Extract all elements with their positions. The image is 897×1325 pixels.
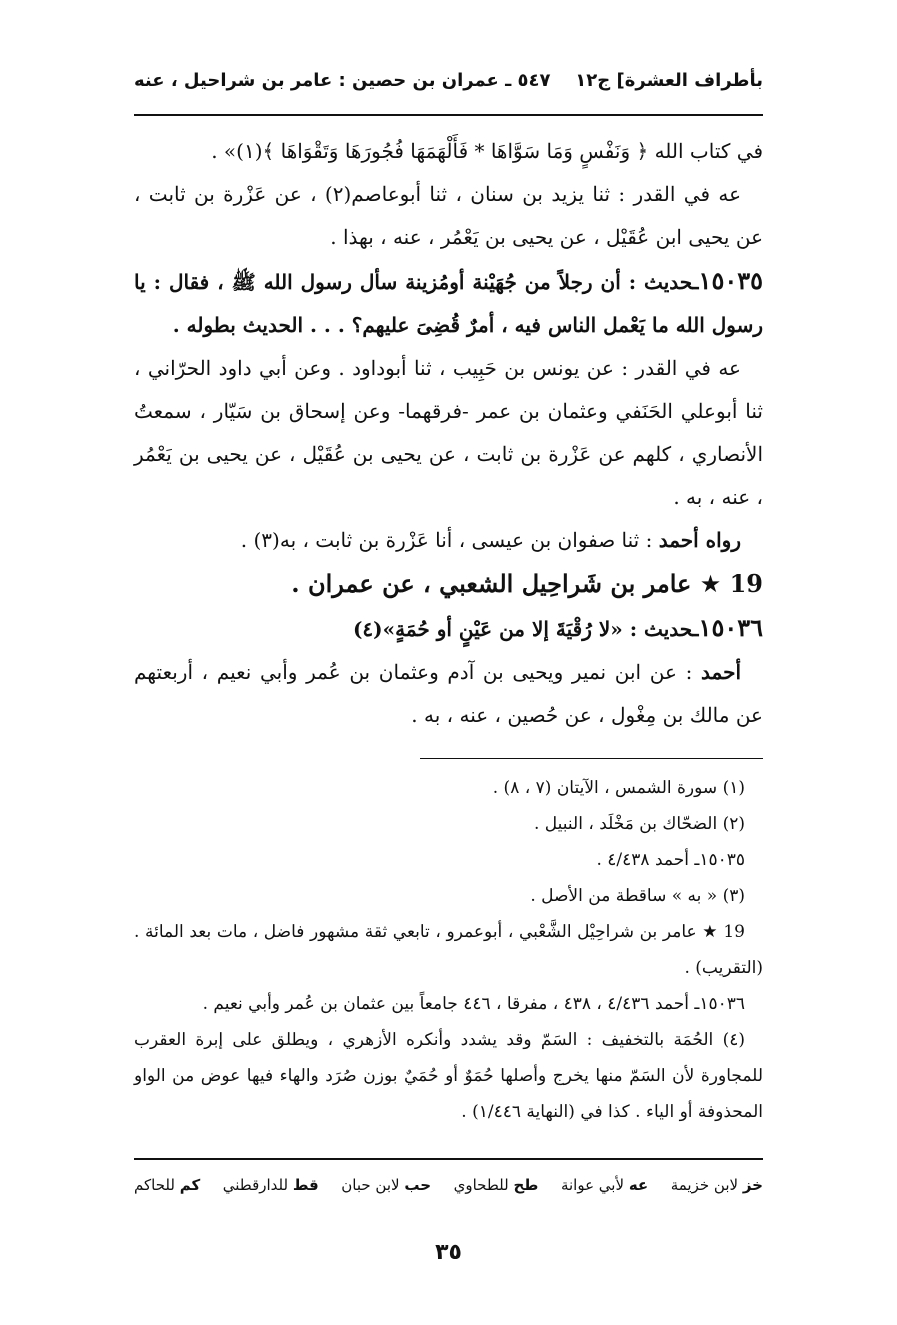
- paragraph-isnad-1: عه في القدر : ثنا يزيد بن سنان ، ثنا أبوعاصم(٢) ، عن عَزْرة بن ثابت ، عن يحيى ابن عُقَيْل ، عن يحيى بن يَعْمُر ، عنه ، بهذا .: [134, 182, 763, 249]
- abbreviation-code: كم: [179, 1176, 201, 1194]
- abbreviation-item: [223, 1176, 319, 1194]
- abbreviation-name: لابن حبان: [341, 1176, 400, 1194]
- header-volume: بأطراف العشرة] ج١٢: [575, 70, 763, 91]
- hadith-15035: [134, 259, 763, 347]
- abbreviation-code: خز: [742, 1176, 763, 1194]
- abbreviation-code: حب: [404, 1176, 432, 1194]
- footnotes: [134, 770, 763, 1130]
- abbreviations-key: [134, 1176, 763, 1194]
- narrator-label: رواه أحمد: [658, 528, 741, 552]
- hadith-number: ١٥٠٣٦: [698, 613, 763, 642]
- narrator-text: : عن ابن نمير ويحيى بن آدم وعثمان بن عُمر وأبي نعيم ، أربعتهم عن مالك بن مِغْول ، عن حُصين ، عنه ، به .: [134, 660, 763, 727]
- hadith-number: ١٥٠٣٥: [698, 266, 763, 295]
- abbreviation-name: للدارقطني: [222, 1176, 289, 1194]
- page-number: ٣٥: [435, 1240, 462, 1265]
- narrator-text: : ثنا صفوان بن عيسى ، أنا عَزْرة بن ثابت ، به(٣) .: [240, 528, 653, 552]
- paragraph-isnad-2: عه في القدر : عن يونس بن حَبِيب ، ثنا أبوداود . وعن أبي داود الحرّاني ، ثنا أبوعلي الحَنَفي وعثمان بن عمر -فرقهما- وعن إسحاق بن سَيّار ، سمعتُ الأنصاري ، كلهم عن عَزْرة بن ثابت ، عن يحيى بن عُقَيْل ، عن يحيى بن يَعْمُر ، عنه ، به .: [134, 356, 763, 509]
- footnote: (١) سورة الشمس ، الآيتان (٧ ، ٨) .: [492, 778, 745, 798]
- hadith-text: ـحديث : «لا رُقْيَةَ إلا من عَيْنٍ أو حُمَةٍ»(٤): [352, 617, 699, 641]
- footnote: (٤) الحُمَة بالتخفيف : السَمّ وقد يشدد وأنكره الأزهري ، ويطلق على إبرة العقرب للمجاورة لأن السَمّ منها يخرج وأصلها حُمَوٌ أو حُمَيٌ بوزن صُرَد والهاء فيها عوض من الواو المحذوفة أو الياء . كذا في (النهاية ١/٤٤٦) .: [134, 1030, 763, 1122]
- header-section-title: ٥٤٧ ـ عمران بن حصين : عامر بن شراحيل ، عنه: [134, 70, 551, 91]
- footnote: (٢) الضحّاك بن مَخْلَد ، النبيل .: [533, 814, 745, 834]
- abbreviation-code: قط: [292, 1176, 319, 1194]
- abbreviation-name: للحاكم: [134, 1176, 175, 1194]
- narrator-label: أحمد: [701, 660, 741, 684]
- hadith-15036: [134, 606, 763, 651]
- footnote: ١٥٠٣٥ـ أحمد ٤/٤٣٨ .: [596, 850, 745, 870]
- footnote: 19 ★ عامر بن شراحِيْل الشَّعْبي ، أبوعمرو ، تابعي ثقة مشهور فاضل ، مات بعد المائة . (التقريب) .: [134, 922, 763, 978]
- section-title: عامر بن شَراحِيل الشعبي ، عن عمران .: [291, 569, 692, 598]
- footnote-rule: [420, 758, 763, 759]
- abbreviation-item: [454, 1176, 539, 1194]
- section-number: 19: [729, 569, 763, 598]
- abbreviation-item: [561, 1176, 648, 1194]
- quran-citation-line: في كتاب الله ﴿ وَنَفْسٍ وَمَا سَوَّاهَا * فَأَلْهَمَهَا فُجُورَهَا وَتَقْوَاهَا ﴾(١)» .: [211, 139, 763, 163]
- paragraph-ahmad-1: [134, 519, 763, 562]
- star-icon: ★: [699, 570, 722, 598]
- abbreviation-name: لابن خزيمة: [670, 1176, 739, 1194]
- abbreviation-item: [341, 1176, 431, 1194]
- abbreviation-item: [134, 1176, 200, 1194]
- running-header: [134, 62, 763, 102]
- header-rule: [134, 114, 763, 116]
- section-heading: [134, 562, 763, 606]
- footnote: (٣) « به » ساقطة من الأصل .: [530, 886, 745, 906]
- abbreviations-rule: [134, 1158, 763, 1160]
- abbreviation-code: عه: [628, 1176, 649, 1194]
- paragraph-ahmad-2: [134, 651, 763, 737]
- hadith-text: ـحديث : أن رجلاً من جُهَيْنة أومُزينة سأل رسول الله ﷺ ، فقال : يا رسول الله ما يَعْمل الناس فيه ، أمرٌ قُضِىَ عليهم؟ . . . الحديث بطوله .: [134, 270, 763, 337]
- main-text: [134, 130, 763, 737]
- abbreviation-name: لأبي عوانة: [560, 1176, 625, 1194]
- footnote: ١٥٠٣٦ـ أحمد ٤/٤٣٦ ، ٤٣٨ ، مفرقا ، ٤٤٦ جامعاً بين عثمان بن عُمر وأبي نعيم .: [202, 994, 745, 1014]
- abbreviation-code: طح: [513, 1176, 539, 1194]
- abbreviation-name: للطحاوي: [453, 1176, 509, 1194]
- abbreviation-item: [671, 1176, 763, 1194]
